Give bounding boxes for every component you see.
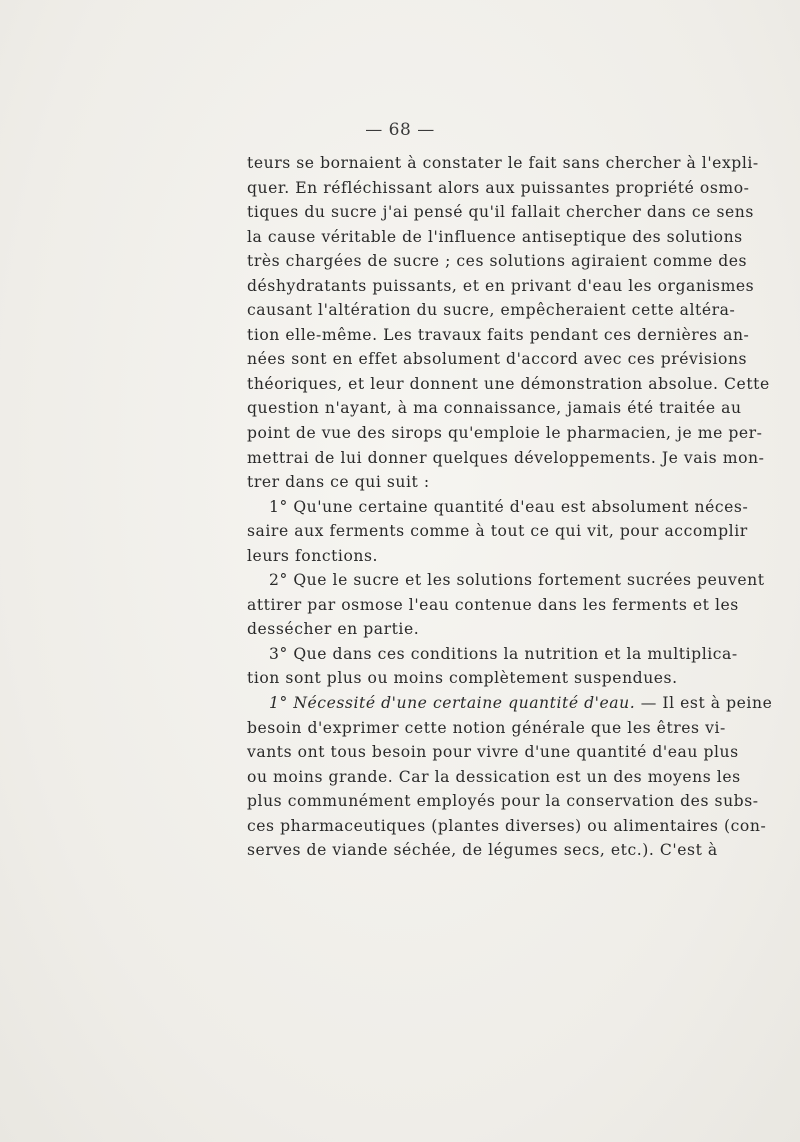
text-line: nées sont en effet absolument d'accord avec ces prévisions [247, 350, 748, 369]
text-line: théoriques, et leur donnent une démonstration absolue. Cette [247, 374, 770, 393]
text-line: plus communément employés pour la conservation des subs- [247, 792, 759, 811]
list-item-line: 3° Que dans ces conditions la nutrition et la multiplica- [269, 644, 738, 663]
text-line: déshydratants puissants, et en privant d'eau les organismes [247, 276, 755, 295]
text-line: point de vue des sirops qu'emploie le pharmacien, je me per- [247, 424, 763, 443]
text-line: serves de viande séchée, de légumes secs, etc.). C'est à [247, 841, 718, 860]
text-line: ou moins grande. Car la dessication est un des moyens les [247, 767, 741, 786]
text-line: attirer par osmose l'eau contenue dans les ferments et les [247, 595, 739, 614]
text-line: mettrai de lui donner quelques développements. Je vais mon- [247, 448, 765, 467]
text-line: tiques du sucre j'ai pensé qu'il fallait chercher dans ce sens [247, 203, 754, 222]
text-line: causant l'altération du sucre, empêcheraient cette altéra- [247, 301, 736, 320]
text-line: tion elle-même. Les travaux faits pendant ces dernières an- [247, 325, 750, 344]
text-line: ces pharmaceutiques (plantes diverses) ou alimentaires (con- [247, 816, 767, 835]
section-heading-rest: — Il est à peine [635, 694, 773, 713]
body-text [247, 151, 773, 863]
text-line: la cause véritable de l'influence antiseptique des solutions [247, 227, 743, 246]
text-line: tion sont plus ou moins complètement suspendues. [247, 669, 678, 688]
list-item-line: 2° Que le sucre et les solutions fortement sucrées peuvent [269, 571, 765, 590]
text-line: vants ont tous besoin pour vivre d'une quantité d'eau plus [247, 743, 739, 762]
text-line: question n'ayant, à ma connaissance, jamais été traitée au [247, 399, 742, 418]
section-heading: 1° Nécessité d'une certaine quantité d'eau. [269, 694, 636, 713]
text-line: trer dans ce qui suit : [247, 473, 430, 492]
text-line: besoin d'exprimer cette notion générale que les êtres vi- [247, 718, 726, 737]
list-item-line: 1° Qu'une certaine quantité d'eau est absolument néces- [269, 497, 749, 516]
text-line: teurs se bornaient à constater le fait sans chercher à l'expli- [247, 154, 759, 172]
text-line: leurs fonctions. [247, 546, 379, 565]
text-line: quer. En réfléchissant alors aux puissantes propriété osmo- [247, 178, 750, 197]
section-heading-line [247, 691, 773, 716]
text-line: très chargées de sucre ; ces solutions agiraient comme des [247, 252, 748, 271]
text-line: saire aux ferments comme à tout ce qui vit, pour accomplir [247, 522, 748, 541]
text-line: dessécher en partie. [247, 620, 420, 639]
page-number: — 68 — [365, 120, 435, 140]
